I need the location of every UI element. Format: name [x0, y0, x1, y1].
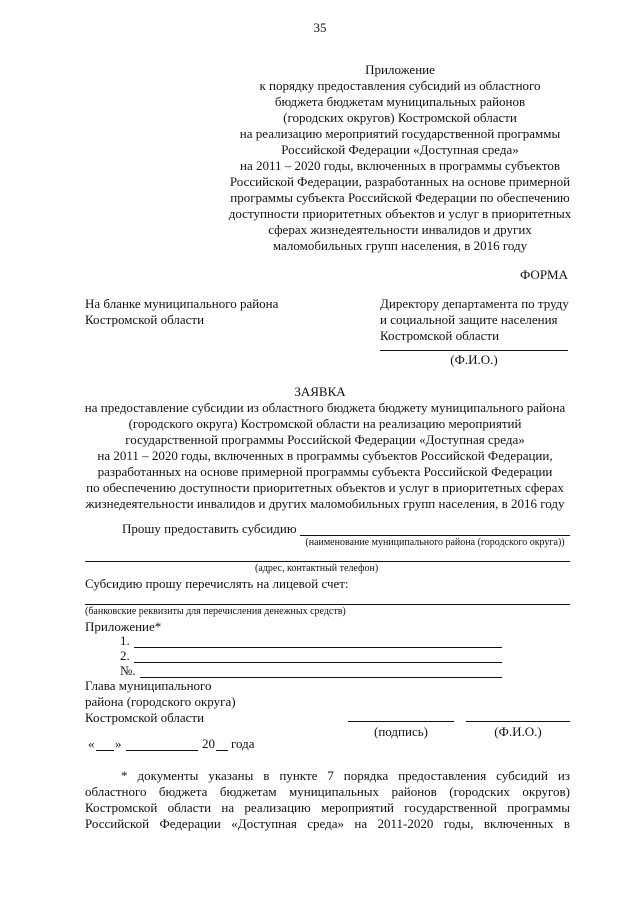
attachment-field[interactable] [134, 662, 502, 663]
appendix-line: Приложение [365, 62, 435, 77]
addressee-line: и социальной защите населения [380, 312, 558, 327]
appendix-line: программы субъекта Российской Федерации по обеспечению [230, 190, 570, 205]
title-line: по обеспечению доступности приоритетных объектов и услуг в приоритетных сферах [86, 480, 564, 495]
addressee-fio-field[interactable] [380, 350, 568, 351]
form-label: ФОРМА [520, 267, 568, 282]
date-suffix: года [231, 736, 255, 751]
footnote-line: Российской Федерации «Доступная среда» на 2011-2020 годы, включенных в [85, 816, 570, 831]
date-month-field[interactable] [126, 750, 198, 751]
footnote-line: * документы указаны в пункте 7 порядка предоставления субсидий из [121, 768, 570, 783]
title-description [75, 400, 575, 512]
letterhead-left [85, 296, 278, 328]
date-open-quote: « [88, 736, 95, 751]
letterhead-left-line: Костромской области [85, 312, 205, 327]
title-line: жизнедеятельности инвалидов и других маломобильных групп населения, в 2016 году [85, 496, 565, 511]
appendix-line: на реализацию мероприятий государственной программы [239, 126, 561, 141]
title-line: государственной программы Российской Федерации «Доступная среда» [125, 432, 525, 447]
date-close-quote: » [115, 736, 122, 751]
signatory-fio-label: (Ф.И.О.) [494, 724, 542, 739]
address-hint: (адрес, контактный телефон) [255, 563, 379, 574]
addressee-fio-label: (Ф.И.О.) [450, 352, 498, 367]
bank-details-hint: (банковские реквизиты для перечисления денежных средств) [85, 606, 346, 617]
signature-field[interactable] [348, 721, 454, 722]
page-number: 35 [313, 20, 327, 35]
signature-label: (подпись) [374, 724, 428, 739]
account-prompt: Субсидию прошу перечислять на лицевой счет: [85, 576, 349, 591]
attachment-number: 2. [120, 648, 130, 663]
signatory-line: района (городского округа) [85, 694, 236, 709]
signatory-line: Костромской области [85, 710, 205, 725]
appendix-line: сферах жизнедеятельности инвалидов и других [268, 222, 532, 237]
footnote-line: Костромской области на реализацию мероприятий государственной программы [85, 800, 570, 815]
footnote [85, 768, 570, 832]
appendix-line: бюджета бюджетам муниципальных районов [274, 94, 526, 109]
letterhead-right [380, 296, 569, 344]
attachment-number: 1. [120, 633, 130, 648]
signatory-line: Глава муниципального [85, 678, 212, 693]
appendix-line: (городских округов) Костромской области [283, 110, 517, 125]
appendix-header [220, 62, 580, 254]
title-line: разработанных на основе примерной программы субъекта Российской Федерации [97, 464, 553, 479]
appendix-line: на 2011 – 2020 годы, включенных в программы субъектов [240, 158, 560, 173]
letterhead-left-line: На бланке муниципального района [85, 296, 279, 311]
date-day-field[interactable] [96, 750, 114, 751]
date-year-prefix: 20 [202, 736, 215, 751]
attachments-label: Приложение* [85, 619, 162, 634]
title-line: (городского округа) Костромской области на реализацию мероприятий [128, 416, 522, 431]
addressee-line: Директору департамента по труду [380, 296, 569, 311]
attachment-field[interactable] [134, 647, 502, 648]
title-line: на предоставление субсидии из областного бюджета бюджету муниципального района [84, 400, 566, 415]
appendix-line: доступности приоритетных объектов и услуг в приоритетных [228, 206, 572, 221]
appendix-line: маломобильных групп населения, в 2016 году [272, 238, 528, 253]
request-prompt: Прошу предоставить субсидию [122, 521, 297, 536]
appendix-line: Российской Федерации «Доступная среда» [281, 142, 519, 157]
addressee-line: Костромской области [380, 328, 500, 343]
date-year-field[interactable] [216, 750, 228, 751]
bank-details-field[interactable] [85, 604, 570, 605]
signatory-block [85, 678, 236, 726]
municipality-name-field[interactable] [300, 535, 570, 536]
appendix-line: к порядку предоставления субсидий из областного [259, 78, 541, 93]
page-title: ЗАЯВКА [294, 384, 346, 399]
municipality-name-hint: (наименование муниципального района (городского округа)) [305, 537, 565, 548]
signatory-fio-field[interactable] [466, 721, 570, 722]
footnote-line: областного бюджета бюджетам муниципальных районов (городских округов) [85, 784, 570, 799]
address-field[interactable] [85, 561, 570, 562]
title-line: на 2011 – 2020 годы, включенных в программы субъектов Российской Федерации, [97, 448, 553, 463]
attachment-number: №. [120, 663, 136, 678]
appendix-line: Российской Федерации, разработанных на основе примерной [229, 174, 571, 189]
